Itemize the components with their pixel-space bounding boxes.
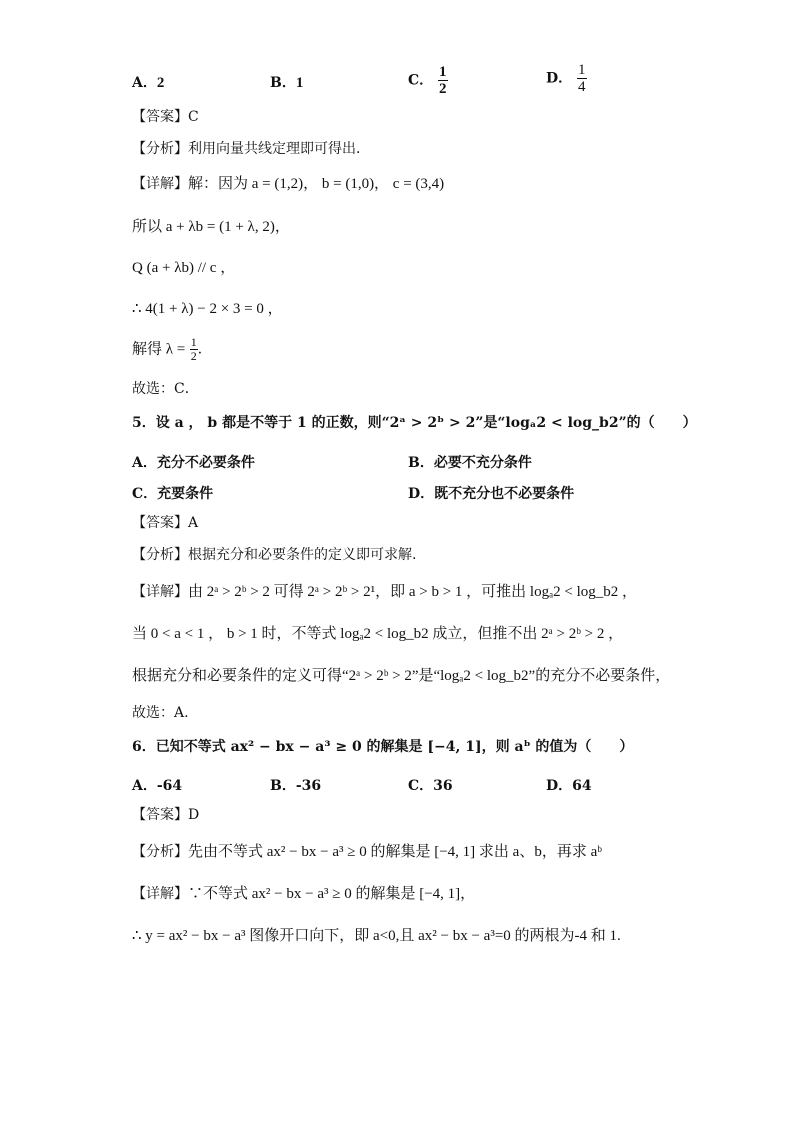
q4-detail-line-1 <box>132 174 754 194</box>
option-label: C． <box>408 778 434 794</box>
option-value: -36 <box>295 778 322 794</box>
q6-option-c <box>408 775 453 795</box>
q4-option-d <box>546 62 587 95</box>
q6-stem: 6．已知不等式 ax² − bx − a³ ≥ 0 的解集是 [−4, 1]，则 aᵇ 的值为（ ） <box>132 739 634 755</box>
answer-tag: 【答案】 <box>132 109 188 125</box>
option-label: B． <box>270 75 296 91</box>
q4-answer <box>132 107 754 127</box>
detail-text: 由 2ᵃ > 2ᵇ > 2 可得 2ᵃ > 2ᵇ > 2¹，即 a > b > 1 ，可推出 logₐ2 < log_b2 ， <box>188 584 638 600</box>
option-label: C． <box>408 72 434 89</box>
q6-analysis <box>132 842 754 862</box>
answer-tag: 【答案】 <box>132 515 188 531</box>
detail-text: ． <box>197 341 212 358</box>
option-value: 2 <box>156 75 165 91</box>
q5-option-d: D．既不充分也不必要条件 <box>408 486 575 502</box>
detail-tag: 【详解】 <box>132 584 188 600</box>
detail-text: 解得 λ = <box>132 341 186 358</box>
q5-answer <box>132 513 754 533</box>
fraction <box>190 336 198 363</box>
q5-analysis <box>132 545 754 565</box>
answer-value: C <box>188 109 199 125</box>
q4-detail-line-3: Q (a + λb) // c ， <box>132 260 236 276</box>
q5-option-c: C．充要条件 <box>132 486 214 502</box>
q6-option-b <box>270 775 321 795</box>
option-value: 36 <box>433 778 453 794</box>
fraction-numerator: 1 <box>190 335 197 349</box>
q4-detail-line-5 <box>132 336 754 363</box>
q6-detail-line-2: ∴ y = ax² − bx − a³ 图像开口向下，即 a<0,且 ax² − bx − a³=0 的两根为-4 和 1. <box>132 928 621 944</box>
q4-option-a <box>132 72 164 92</box>
fraction <box>577 62 587 95</box>
q6-option-d <box>546 775 592 795</box>
analysis-text: 利用向量共线定理即可得出． <box>188 141 370 157</box>
q5-stem: 5．设 a ， b 都是不等于 1 的正数，则“2ᵃ > 2ᵇ > 2”是“logₐ2 < log_b2”的（ ） <box>132 415 697 431</box>
q4-detail-line-4: ∴ 4(1 + λ) − 2 × 3 = 0 ， <box>132 301 283 317</box>
answer-value: A <box>188 515 199 531</box>
answer-tag: 【答案】 <box>132 807 188 823</box>
detail-tag: 【详解】 <box>132 176 188 192</box>
detail-tag: 【详解】 <box>132 886 188 902</box>
option-label: D． <box>546 70 573 87</box>
q4-detail-line-2: 所以 a + λb = (1 + λ, 2)， <box>132 219 290 235</box>
q5-detail-line-1 <box>132 582 754 602</box>
q6-option-a <box>132 775 182 795</box>
answer-value: D <box>188 807 200 823</box>
q6-detail-line-1 <box>132 884 754 904</box>
q6-answer <box>132 805 754 825</box>
analysis-text: 先由不等式 ax² − bx − a³ ≥ 0 的解集是 [−4, 1] 求出 a、b，再求 aᵇ <box>188 844 602 860</box>
option-label: A． <box>132 778 157 794</box>
q5-option-a: A．充分不必要条件 <box>132 455 255 471</box>
fraction-denominator: 2 <box>190 349 197 363</box>
fraction <box>438 64 448 97</box>
fraction-numerator: 1 <box>578 62 586 78</box>
analysis-text: 根据充分和必要条件的定义即可求解. <box>188 547 417 563</box>
analysis-tag: 【分析】 <box>132 844 188 860</box>
fraction-numerator: 1 <box>439 64 447 80</box>
q5-choose: 故选：A. <box>132 705 189 721</box>
option-value: -64 <box>156 778 183 794</box>
fraction-denominator: 4 <box>578 79 586 95</box>
option-value: 64 <box>572 778 592 794</box>
option-value: 1 <box>295 75 304 91</box>
analysis-tag: 【分析】 <box>132 547 188 563</box>
analysis-tag: 【分析】 <box>132 141 188 157</box>
detail-text: ∵不等式 ax² − bx − a³ ≥ 0 的解集是 [−4, 1]， <box>188 886 476 902</box>
q4-option-b <box>270 72 303 92</box>
option-label: A． <box>132 75 157 91</box>
q4-option-c <box>408 64 448 97</box>
option-label: D． <box>546 778 573 794</box>
q5-option-b: B．必要不充分条件 <box>408 455 532 471</box>
q4-choose: 故选：C． <box>132 381 199 397</box>
fraction-denominator: 2 <box>439 81 447 97</box>
option-label: B． <box>270 778 296 794</box>
q4-analysis <box>132 139 754 159</box>
q5-detail-line-2: 当 0 < a < 1 ， b > 1 时，不等式 logₐ2 < log_b2 成立，但推不出 2ᵃ > 2ᵇ > 2 ， <box>132 626 624 642</box>
q5-detail-line-3: 根据充分和必要条件的定义可得“2ᵃ > 2ᵇ > 2”是“logₐ2 < log_b2”的充分不必要条件， <box>132 668 671 684</box>
detail-text: 解：因为 a = (1,2)， b = (1,0)， c = (3,4) <box>188 176 445 192</box>
